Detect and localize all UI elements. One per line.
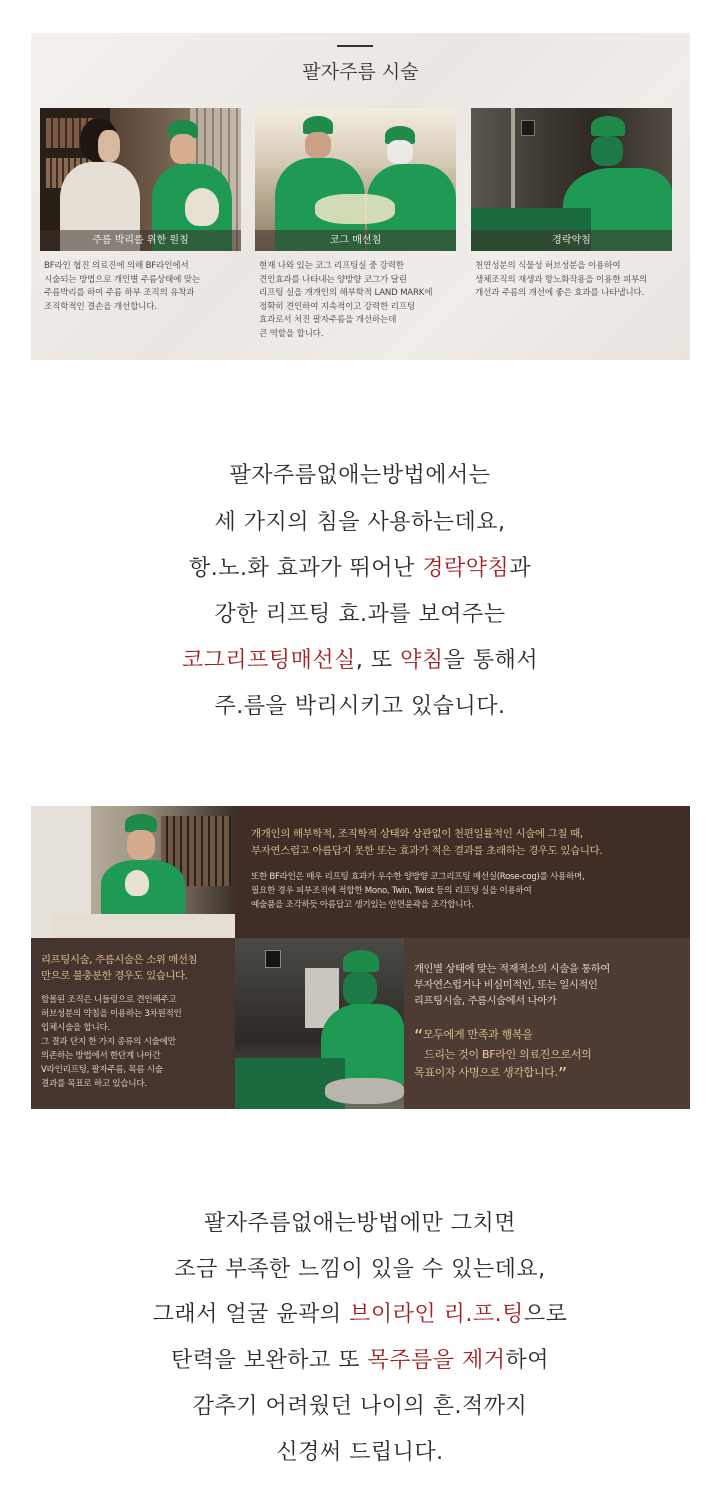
highlight-neck-wrinkle: 목주름을 제거: [367, 1348, 506, 1373]
caption-3: 경락약침: [471, 230, 672, 251]
photo-acupuncture: [471, 108, 672, 251]
procedure-column-2: [255, 108, 456, 341]
photo-doctor-desk: [31, 806, 235, 938]
caption-1: 주름 박리를 위한 원침: [40, 230, 241, 251]
quote-block: 개인별 상태에 맞는 적재적소의 시술을 통하여 부자연스럽거나 비심미적인, 또는 일시적인 리프팅시술, 주름시술에서 나아가 “모두에게 만족과 행복을 드리는 것이 BF라인 의료진으로서의 목표이자 사명으로 생각합니다.”: [404, 938, 690, 1109]
text1-line-3: 항.노.화 효과가 뛰어난 경락약침과: [188, 556, 532, 581]
photo-treatment: [235, 938, 404, 1109]
description-2: 현재 나와 있는 코그 리프팅실 중 강력한 견인효과를 나타내는 양방향 코그가 달린 리프팅 실을 개개인의 해부학적 LAND MARK에 정확히 견인하여 지속적이고 강력한 리프팅 효과로서 처진 팔자주름을 개선하는데 큰 역할을 합니다.: [259, 261, 433, 339]
highlight-gyeongrak: 경락약침: [422, 556, 510, 581]
photo-consultation: [40, 108, 241, 251]
text1-line-1: 팔자주름없애는방법에서는: [229, 463, 491, 488]
quote-close-mark: ”: [557, 1064, 567, 1085]
procedure-panel: [31, 33, 690, 360]
title-rule: [337, 45, 373, 47]
text-block-left: 리프팅시술, 주름시술은 소위 매선침 만으로 불충분한 경우도 있습니다. 함몰된 조직은 니들링으로 견인해주고 허브성분의 약침을 이용하는 3차원적인 입체시술을 합니다. 그 결과 단지 한 가지 종류의 시술에만 의존하는 방법에서 한단계 나아간 V라인리프팅, 팔자주름, 목름 시술 결과를 목표로 하고 있습니다.: [31, 938, 235, 1109]
text2-line-3: 그래서 얼굴 윤곽의 브이라인 리.프.팅으로: [152, 1302, 568, 1327]
quote-open-mark: “: [414, 1026, 424, 1047]
mission-quote: “모두에게 만족과 행복을 드리는 것이 BF라인 의료진으로서의 목표이자 사명으로 생각합니다.”: [414, 1026, 592, 1085]
text2-line-4: 탄력을 보완하고 또 목주름을 제거하여: [170, 1348, 550, 1373]
panel-title: 팔자주름 시술: [302, 61, 419, 83]
text1-line-2: 세 가지의 침을 사용하는데요,: [214, 510, 506, 535]
highlight-block-top: 개개인의 해부학적, 조직학적 상태와 상관없이 천편일률적인 시술에 그칠 때, 부자연스럽고 아름답지 못한 또는 효과가 적은 결과를 초래하는 경우도 있습니다. 또한 BF라인은 매우 리프팅 효과가 우수한 양방향 코그리프팅 매선실(Rose-cog)를 사용하며, 필요한 경우 피부조직에 적합한 Mono, Twin, Twist 등의 리프팅 실을 이용하여 예술품을 조각하듯 아름답고 생기있는 안면윤곽을 조각합니다.: [235, 806, 690, 938]
text1-line-4: 강한 리프팅 효.과를 보여주는: [214, 602, 506, 627]
description-3: 천연성분의 식물성 허브성분을 이용하여 생체조직의 재생과 항노화작용을 이용한 피부의 개선과 주름의 개선에 좋은 효과를 나타냅니다.: [475, 261, 648, 298]
text2-line-1: 팔자주름없애는방법에만 그치면: [203, 1211, 517, 1236]
highlight-herbal: 약침: [400, 648, 444, 673]
highlight-cog-thread: 코그리프팅매선실: [181, 648, 356, 673]
text2-line-5: 감추기 어려웠던 나이의 흔.적까지: [192, 1394, 528, 1419]
caption-2: 코그 매선침: [255, 230, 456, 251]
procedure-column-1: [40, 108, 241, 314]
text2-line-6: 신경써 드립니다.: [276, 1440, 444, 1465]
text1-line-6: 주.름을 박리시키고 있습니다.: [214, 694, 506, 719]
procedure-column-3: [471, 108, 672, 301]
text1-line-5: 코그리프팅매선실, 또 약침을 통해서: [181, 648, 539, 673]
info-panel: [31, 806, 690, 1109]
photo-procedure: [255, 108, 456, 251]
highlight-vline-lifting: 브이라인 리.프.팅: [349, 1302, 524, 1327]
text2-line-2: 조금 부족한 느낌이 있을 수 있는데요,: [174, 1257, 546, 1282]
description-1: BF라인 협진 의료진에 의해 BF라인에서 시술되는 방법으로 개인별 주름상태에 맞는 주름박리를 하여 주름 하부 조직의 유착과 조직학적인 결손을 개선합니다.: [44, 261, 200, 312]
